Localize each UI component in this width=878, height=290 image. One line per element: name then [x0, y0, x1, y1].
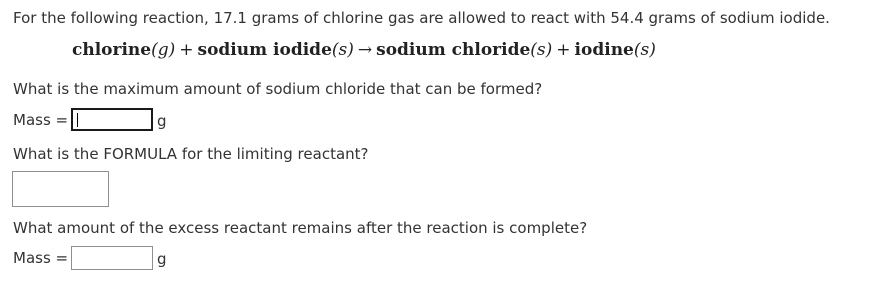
part1-prompt: What is the maximum amount of sodium chloride that can be formed?: [13, 80, 543, 98]
plus-sign: +: [556, 40, 571, 60]
reactant-chlorine: chlorine: [72, 40, 152, 60]
part1-mass-input[interactable]: [71, 108, 153, 131]
reaction-arrow: →: [357, 40, 373, 60]
part3-mass-input[interactable]: [71, 246, 153, 270]
part2-formula-input[interactable]: [12, 171, 109, 207]
part1-unit: g: [157, 112, 167, 130]
product-sodium-chloride: sodium chloride: [376, 40, 531, 60]
reactant-chlorine-state: (g): [151, 40, 176, 60]
product-iodine-state: (s): [633, 40, 656, 60]
reaction-equation: [72, 40, 656, 60]
text-caret: [77, 113, 78, 127]
part3-prompt: What amount of the excess reactant remains after the reaction is complete?: [13, 219, 588, 237]
part3-unit: g: [157, 250, 167, 268]
reactant-sodium-iodide-state: (s): [331, 40, 354, 60]
product-iodine: iodine: [574, 40, 634, 60]
part3-mass-label: Mass =: [13, 249, 69, 267]
reactant-sodium-iodide: sodium iodide: [197, 40, 332, 60]
product-sodium-chloride-state: (s): [530, 40, 553, 60]
question-intro: For the following reaction, 17.1 grams of chlorine gas are allowed to react with 54.4 grams of sodium iodide.: [13, 9, 830, 27]
plus-sign: +: [179, 40, 194, 60]
part2-prompt: What is the FORMULA for the limiting reactant?: [13, 145, 369, 163]
part1-mass-label: Mass =: [13, 111, 69, 129]
